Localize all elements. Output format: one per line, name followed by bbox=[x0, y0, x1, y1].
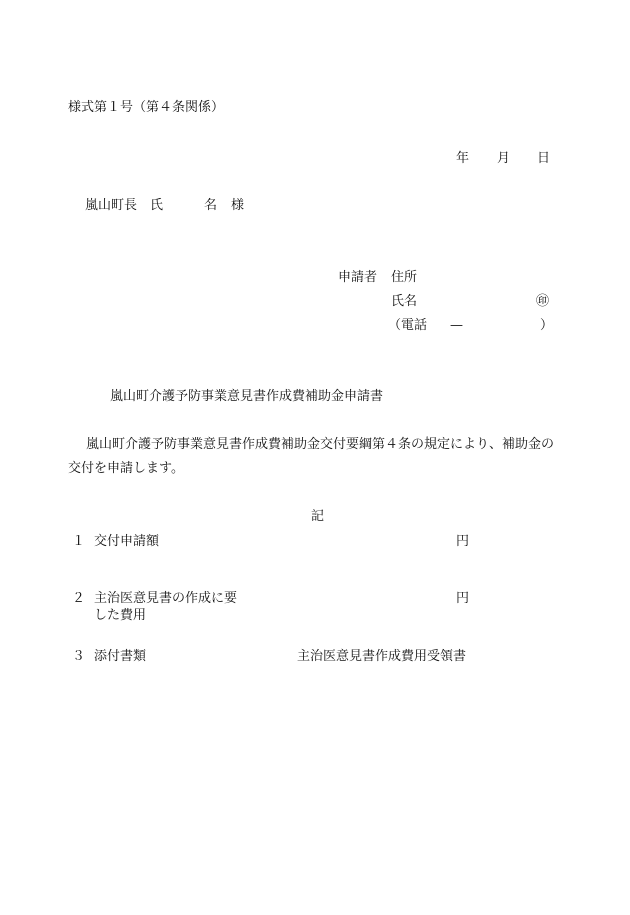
item-3-value: 主治医意見書作成費用受領書 bbox=[297, 649, 467, 664]
form-number: 様式第１号（第４条関係） bbox=[68, 100, 225, 115]
body-text-line1: 嵐山町介護予防事業意見書作成費補助金交付要綱第４条の規定により、補助金の bbox=[86, 437, 555, 452]
body-text-line2: 交付を申請します。 bbox=[68, 461, 184, 476]
phone-dash: — bbox=[450, 318, 463, 333]
addressee-title: 嵐山町長 bbox=[85, 198, 138, 213]
item-2-label-line1: 主治医意見書の作成に要 bbox=[94, 591, 238, 606]
item-2-yen: 円 bbox=[456, 591, 470, 606]
date-month-label: 月 bbox=[497, 151, 511, 166]
item-2-label-line2: した費用 bbox=[94, 608, 147, 623]
item-3-number: ３ bbox=[72, 649, 86, 664]
item-1-yen: 円 bbox=[456, 534, 470, 549]
date-year-label: 年 bbox=[456, 151, 470, 166]
addressee-name-part1: 氏 bbox=[150, 198, 164, 213]
ki-heading: 記 bbox=[311, 509, 325, 524]
item-3-label: 添付書類 bbox=[94, 649, 147, 664]
addressee-name-part2: 名 bbox=[204, 198, 218, 213]
applicant-address-label: 住所 bbox=[391, 270, 418, 285]
applicant-name-label: 氏名 bbox=[391, 294, 418, 309]
item-2-number: ２ bbox=[72, 591, 86, 606]
document-title: 嵐山町介護予防事業意見書作成費補助金申請書 bbox=[110, 389, 384, 404]
item-1-label: 交付申請額 bbox=[94, 534, 160, 549]
applicant-label: 申請者 bbox=[338, 270, 378, 285]
phone-close: ） bbox=[540, 318, 554, 333]
phone-open: （電話 bbox=[388, 318, 428, 333]
seal-mark: ㊞ bbox=[536, 294, 550, 309]
date-day-label: 日 bbox=[537, 151, 551, 166]
item-1-number: １ bbox=[72, 534, 86, 549]
addressee-honorific: 様 bbox=[231, 198, 245, 213]
